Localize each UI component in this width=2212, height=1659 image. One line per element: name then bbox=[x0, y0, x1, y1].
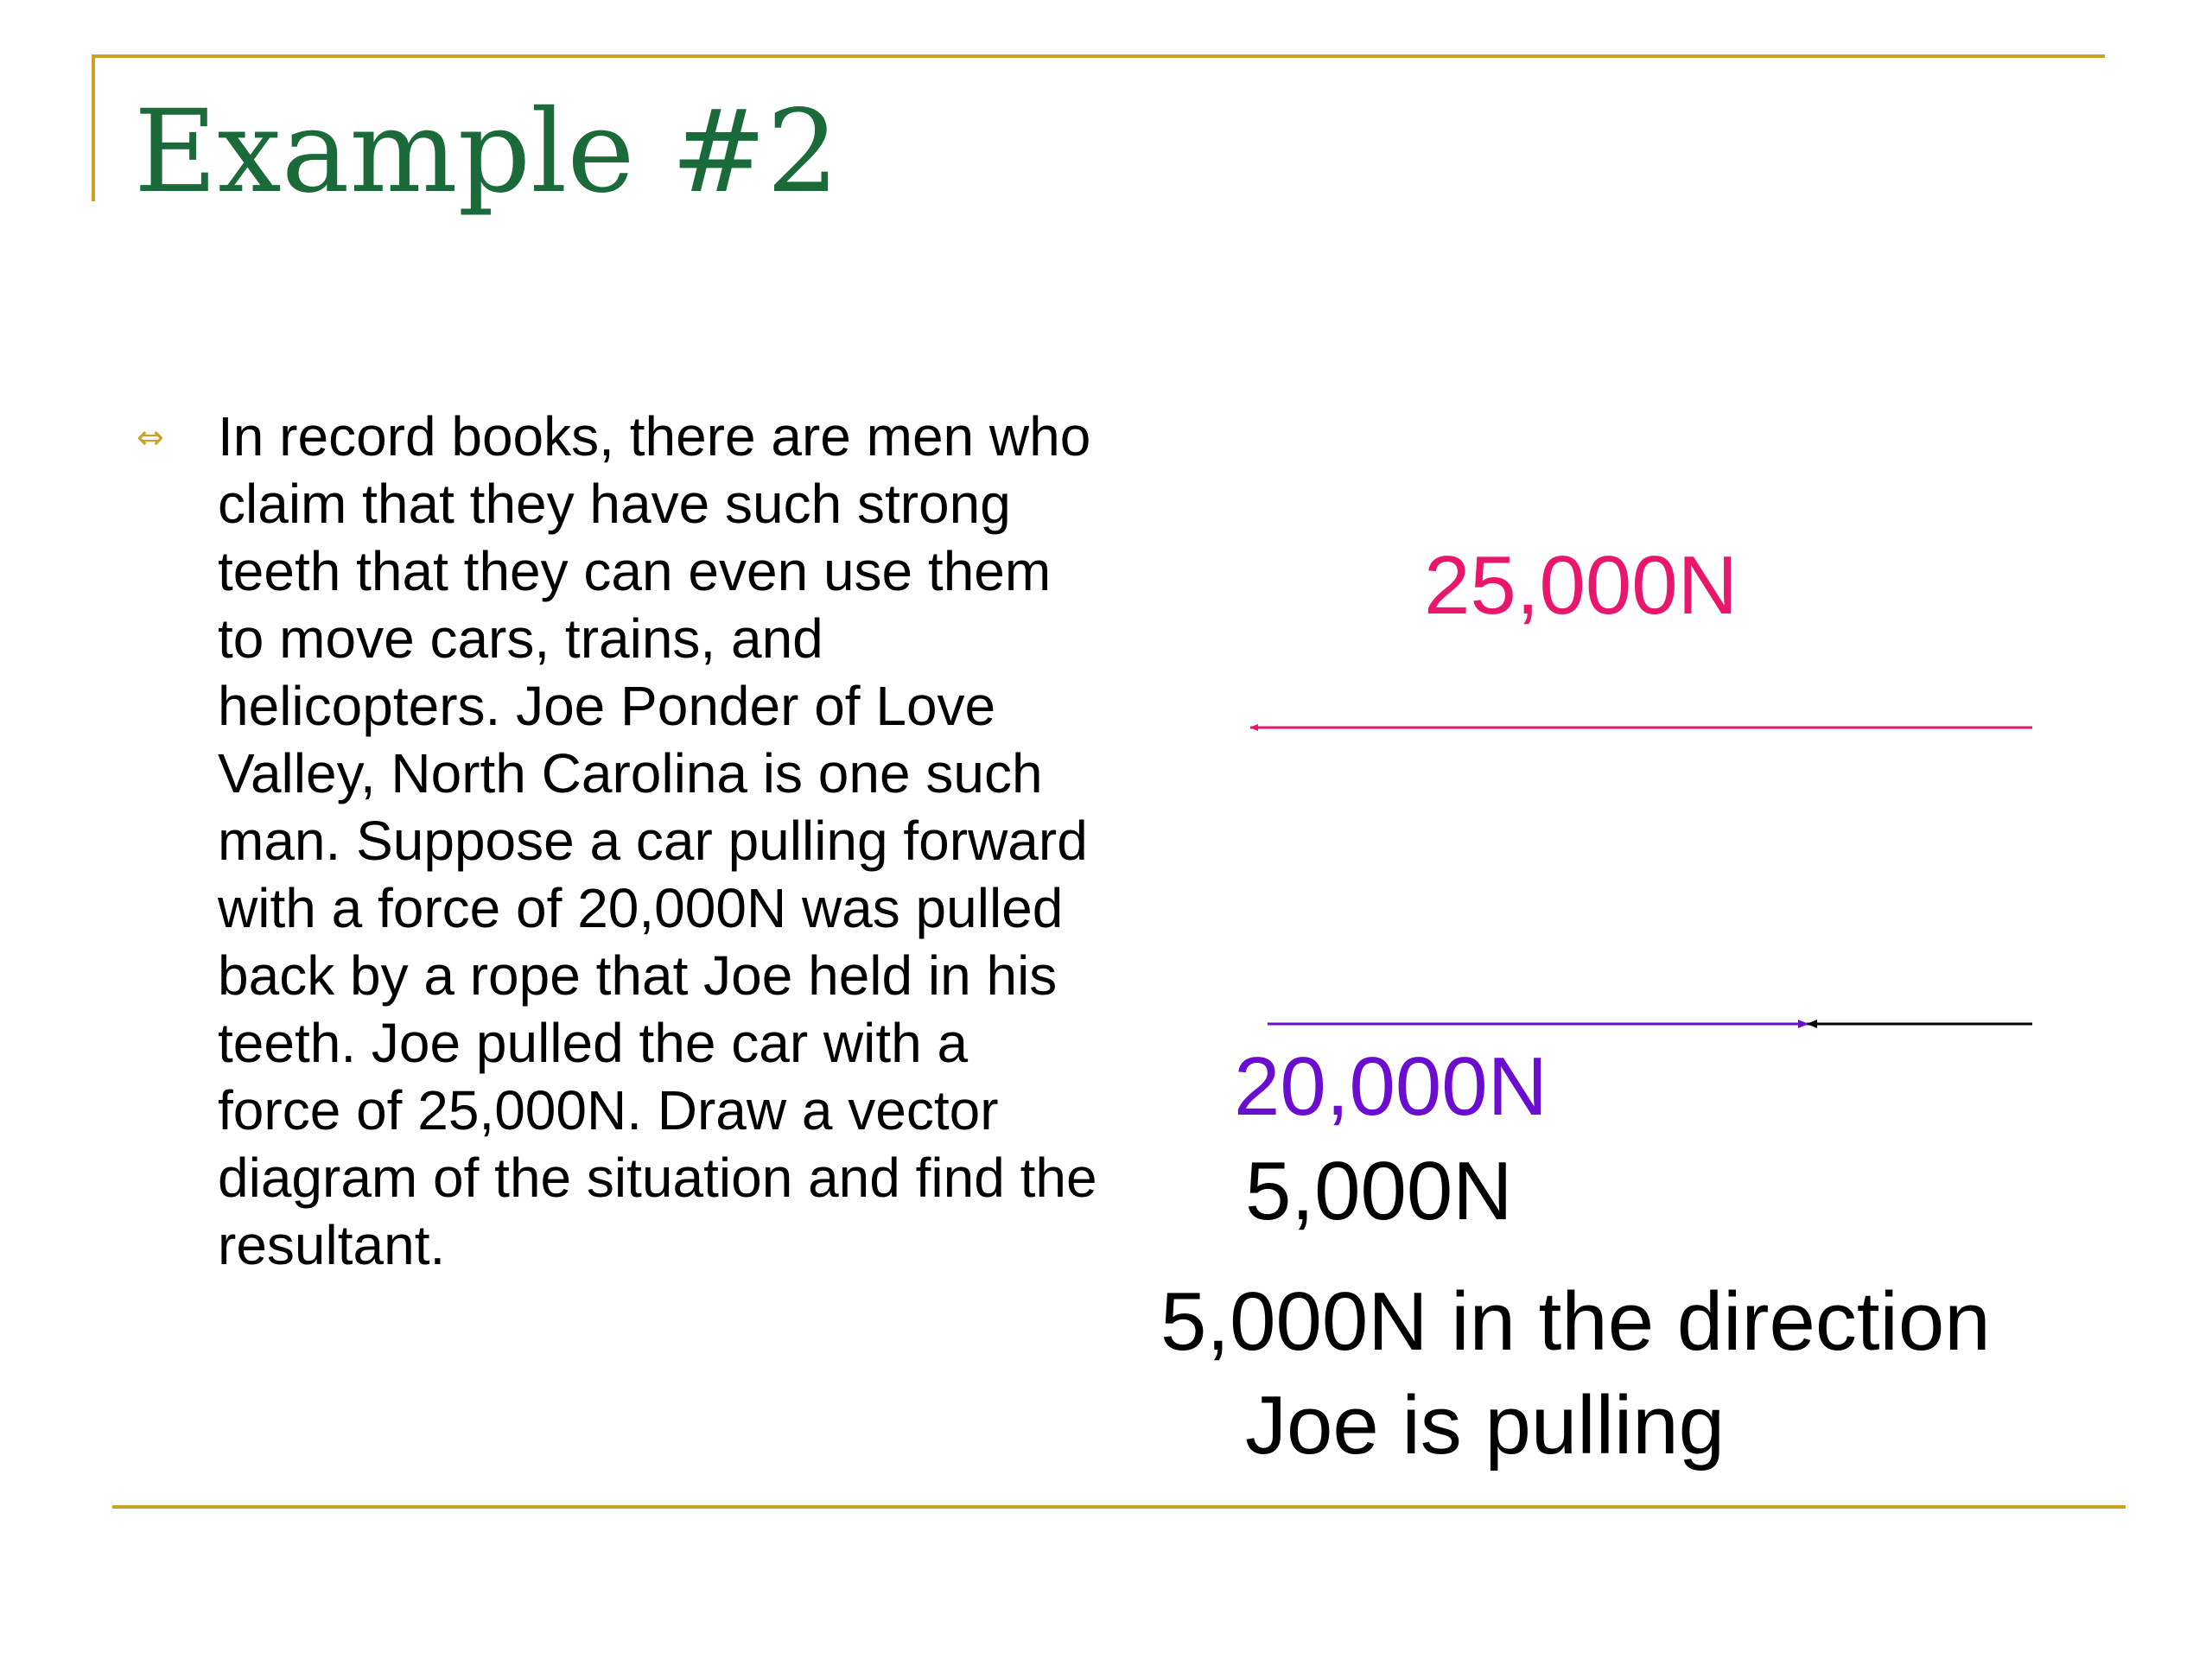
bottom-accent-rule bbox=[112, 1505, 2126, 1509]
resultant-force-label: 5,000N bbox=[1245, 1145, 1513, 1237]
left-accent-rule bbox=[92, 54, 95, 201]
top-accent-rule bbox=[92, 54, 2105, 58]
car-force-label: 20,000N bbox=[1234, 1040, 1548, 1133]
answer-text bbox=[1160, 1270, 1991, 1478]
joe-force-label: 25,000N bbox=[1424, 539, 1738, 632]
slide-title: Example #2 bbox=[134, 86, 840, 219]
answer-line-2: Joe is pulling bbox=[1245, 1379, 1725, 1471]
answer-line-1: 5,000N in the direction bbox=[1160, 1275, 1991, 1368]
double-arrow-icon: ⇔ bbox=[137, 418, 164, 456]
problem-text: In record books, there are men who claim that they have such strong teeth that they can even use them to move cars, trains, and helicopters. Joe Ponder of Love Valley, North Carolina is one such man. Suppose a car pulling forward with a force of 20,000N was pulled back by a rope that Joe held in his teeth. Joe pulled the car with a force of 25,000N. Draw a vector diagram of the situation and find the resultant. bbox=[218, 405, 1097, 1276]
